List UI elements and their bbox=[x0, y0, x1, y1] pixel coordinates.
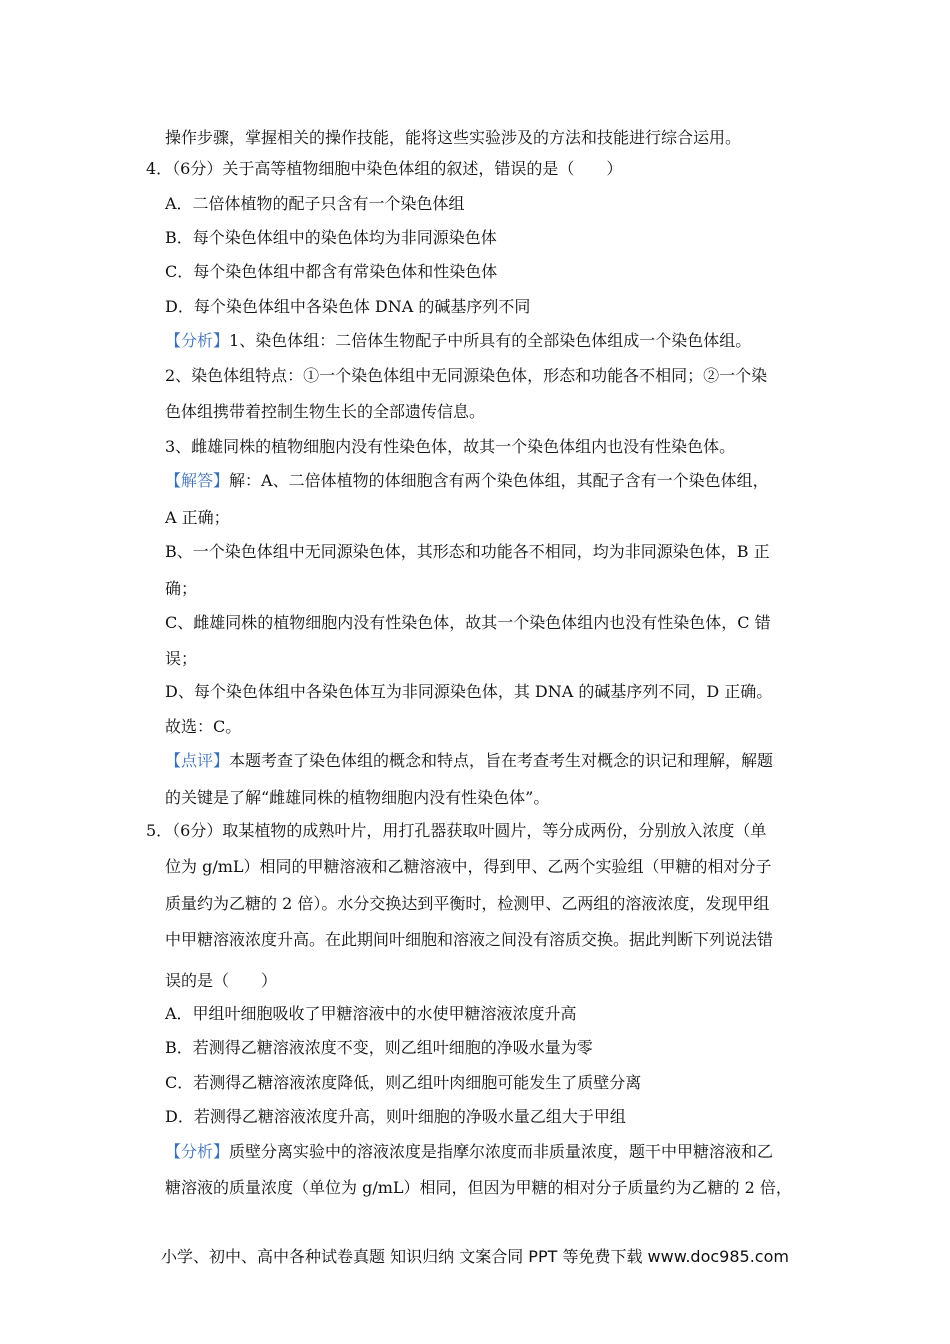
q4-answer-line-4: 确； bbox=[165, 579, 198, 598]
q4-analysis-line-1 bbox=[165, 330, 751, 352]
q3-tail-line: 操作步骤，掌握相关的操作技能，能将这些实验涉及的方法和技能进行综合运用。 bbox=[165, 128, 742, 147]
q4-option-b: B．每个染色体组中的染色体均为非同源染色体 bbox=[165, 228, 497, 247]
q4-analysis-text-1: 1、染色体组：二倍体生物配子中所具有的全部染色体组成一个染色体组。 bbox=[229, 331, 752, 350]
q5-stem-line-1: 5．（6分）取某植物的成熟叶片，用打孔器获取叶圆片，等分成两份，分别放入浓度（单 bbox=[146, 821, 767, 840]
q4-answer-tag: 【解答】 bbox=[165, 471, 230, 490]
q5-stem-line-2: 位为 g/mL）相同的甲糖溶液和乙糖溶液中，得到甲、乙两个实验组（甲糖的相对分子 bbox=[165, 857, 772, 876]
q4-answer-line-1 bbox=[165, 470, 769, 492]
q4-answer-line-8: 故选：C。 bbox=[165, 717, 242, 736]
q5-analysis-line-1 bbox=[165, 1141, 773, 1163]
q4-answer-text-1: 解：A、二倍体植物的体细胞含有两个染色体组，其配子含有一个染色体组， bbox=[229, 471, 769, 490]
q4-option-a: A．二倍体植物的配子只含有一个染色体组 bbox=[165, 194, 465, 213]
q4-answer-line-5: C、雌雄同株的植物细胞内没有性染色体，故其一个染色体组内也没有性染色体，C 错 bbox=[165, 613, 771, 632]
q4-analysis-line-4: 3、雌雄同株的植物细胞内没有性染色体，故其一个染色体组内也没有性染色体。 bbox=[165, 437, 736, 456]
q4-option-d: D．每个染色体组中各染色体 DNA 的碱基序列不同 bbox=[165, 297, 531, 316]
q5-analysis-tag: 【分析】 bbox=[165, 1142, 230, 1161]
q5-analysis-line-2: 糖溶液的质量浓度（单位为 g/mL）相同，但因为甲糖的相对分子质量约为乙糖的 2 倍， bbox=[165, 1178, 792, 1197]
q4-comment-line-1 bbox=[165, 750, 773, 772]
q5-stem-line-3: 质量约为乙糖的 2 倍）。水分交换达到平衡时，检测甲、乙两组的溶液浓度，发现甲组 bbox=[165, 894, 770, 913]
q5-option-c: C．若测得乙糖溶液浓度降低，则乙组叶肉细胞可能发生了质壁分离 bbox=[165, 1073, 642, 1092]
q5-stem-line-4: 中甲糖溶液浓度升高。在此期间叶细胞和溶液之间没有溶质交换。据此判断下列说法错 bbox=[165, 930, 774, 949]
q5-option-d: D．若测得乙糖溶液浓度升高，则叶细胞的净吸水量乙组大于甲组 bbox=[165, 1107, 626, 1126]
q4-comment-tag: 【点评】 bbox=[165, 751, 230, 770]
q4-answer-line-3: B、一个染色体组中无同源染色体，其形态和功能各不相同，均为非同源染色体，B 正 bbox=[165, 542, 770, 561]
q4-analysis-line-2: 2、染色体组特点：①一个染色体组中无同源染色体，形态和功能各不相同；②一个染 bbox=[165, 366, 768, 385]
q4-analysis-tag: 【分析】 bbox=[165, 331, 230, 350]
q4-answer-line-7: D、每个染色体组中各染色体互为非同源染色体，其 DNA 的碱基序列不同，D 正确。 bbox=[165, 682, 773, 701]
page-footer: 小学、初中、高中各种试卷真题 知识归纳 文案合同 PPT 等免费下载 www.doc985.com bbox=[161, 1247, 789, 1266]
q5-option-a: A．甲组叶细胞吸收了甲糖溶液中的水使甲糖溶液浓度升高 bbox=[165, 1004, 577, 1023]
q4-answer-line-2: A 正确； bbox=[165, 508, 230, 527]
q5-option-b: B．若测得乙糖溶液浓度不变，则乙组叶细胞的净吸水量为零 bbox=[165, 1038, 593, 1057]
q4-stem: 4．（6分）关于高等植物细胞中染色体组的叙述，错误的是（ ） bbox=[146, 159, 623, 178]
q4-comment-text-1: 本题考查了染色体组的概念和特点，旨在考查考生对概念的识记和理解，解题 bbox=[229, 751, 774, 770]
q4-analysis-line-3: 色体组携带着控制生物生长的全部遗传信息。 bbox=[165, 402, 486, 421]
q4-comment-line-2: 的关键是了解“雌雄同株的植物细胞内没有性染色体”。 bbox=[165, 788, 550, 807]
q5-analysis-text-1: 质壁分离实验中的溶液浓度是指摩尔浓度而非质量浓度，题干中甲糖溶液和乙 bbox=[229, 1142, 774, 1161]
q4-option-c: C．每个染色体组中都含有常染色体和性染色体 bbox=[165, 262, 498, 281]
q4-answer-line-6: 误； bbox=[165, 649, 198, 668]
q5-stem-line-5: 误的是（ ） bbox=[165, 971, 278, 990]
